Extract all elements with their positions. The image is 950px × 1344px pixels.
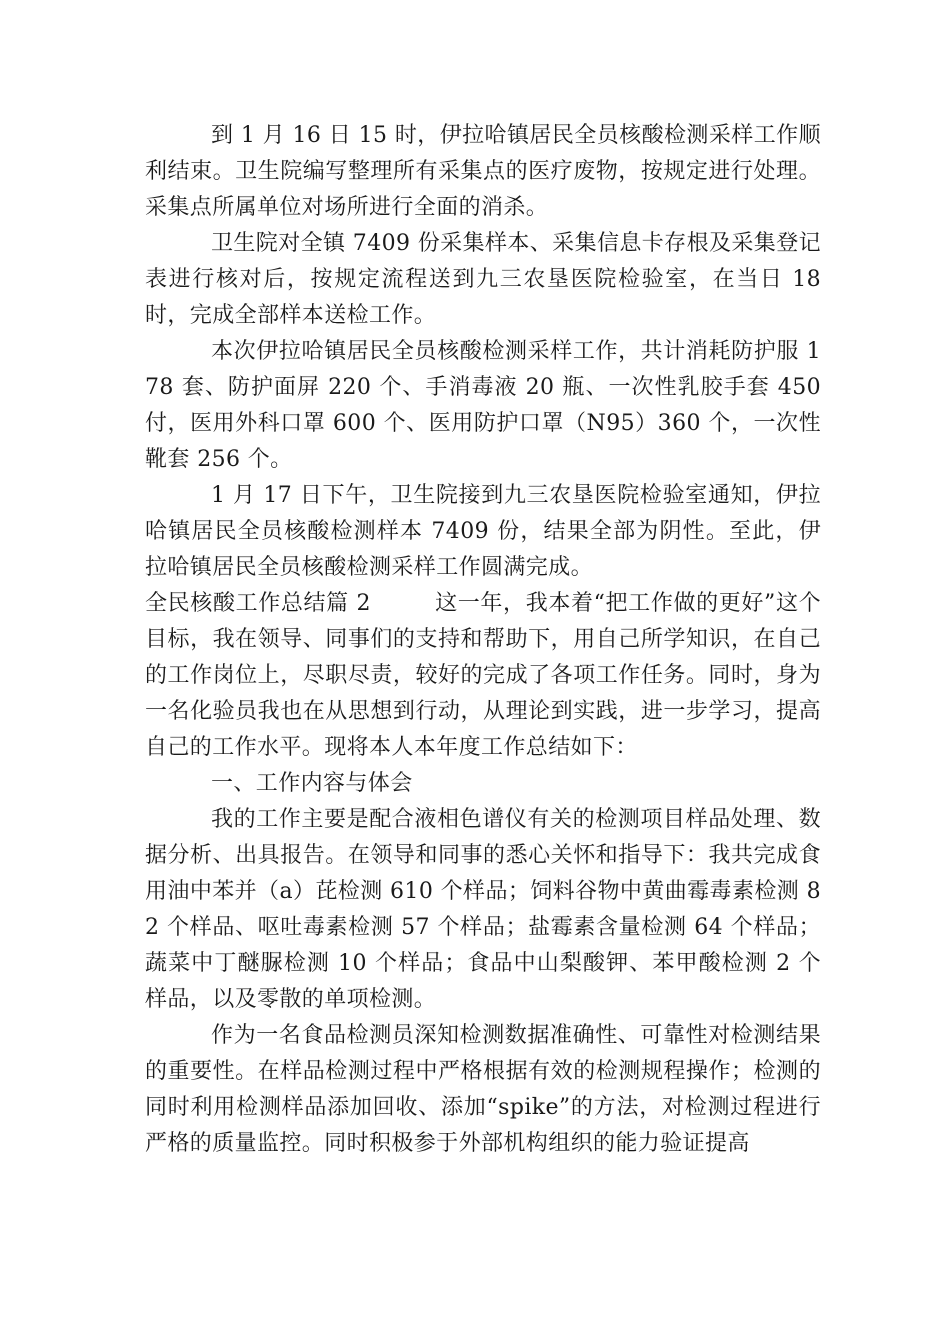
paragraph-quality-control: 作为一名食品检测员深知检测数据准确性、可靠性对检测结果的重要性。在样品检测过程中严格根据有效的检测规程操作；检测的同时利用检测样品添加回收、添加“spike”的方法，对检测过程进行严格的质量监控。同时积极参于外部机构组织的能力验证提高 <box>145 1023 821 1156</box>
section-title: 全民核酸工作总结篇 2 <box>145 591 371 616</box>
paragraph-section-2-intro <box>145 586 821 766</box>
paragraph-results-negative: 1 月 17 日下午，卫生院接到九三农垦医院检验室通知，伊拉哈镇居民全员核酸检测样本 7409 份，结果全部为阴性。至此，伊拉哈镇居民全员核酸检测采样工作圆满完成。 <box>145 483 821 580</box>
document-body <box>145 118 821 1162</box>
section-intro-text: 这一年，我本着“把工作做的更好”这个目标，我在领导、同事们的支持和帮助下，用自己所学知识，在自己的工作岗位上，尽职尽责，较好的完成了各项工作任务。同时，身为一名化验员我也在从思想到行动，从理论到实践，进一步学习，提高自己的工作水平。现将本人本年度工作总结如下： <box>145 591 821 760</box>
paragraph-supplies-consumed: 本次伊拉哈镇居民全员核酸检测采样工作，共计消耗防护服 178 套、防护面屏 220 个、手消毒液 20 瓶、一次性乳胶手套 450 付，医用外科口罩 600 个、医用防护口罩（N95）360 个，一次性靴套 256 个。 <box>145 339 821 472</box>
heading-work-content: 一、工作内容与体会 <box>211 771 413 796</box>
paragraph-sample-delivery: 卫生院对全镇 7409 份采集样本、采集信息卡存根及采集登记表进行核对后，按规定流程送到九三农垦医院检验室，在当日 18 时，完成全部样本送检工作。 <box>145 231 821 328</box>
paragraph-work-details: 我的工作主要是配合液相色谱仪有关的检测项目样品处理、数据分析、出具报告。在领导和同事的悉心关怀和指导下：我共完成食用油中苯并（a）芘检测 610 个样品；饲料谷物中黄曲霉毒素检测 82 个样品、呕吐毒素检测 57 个样品；盐霉素含量检测 64 个样品；蔬菜中丁醚脲检测 10 个样品；食品中山梨酸钾、苯甲酸检测 2 个样品，以及零散的单项检测。 <box>145 807 821 1012</box>
paragraph-sampling-finished: 到 1 月 16 日 15 时，伊拉哈镇居民全员核酸检测采样工作顺利结束。卫生院编写整理所有采集点的医疗废物，按规定进行处理。采集点所属单位对场所进行全面的消杀。 <box>145 123 821 220</box>
